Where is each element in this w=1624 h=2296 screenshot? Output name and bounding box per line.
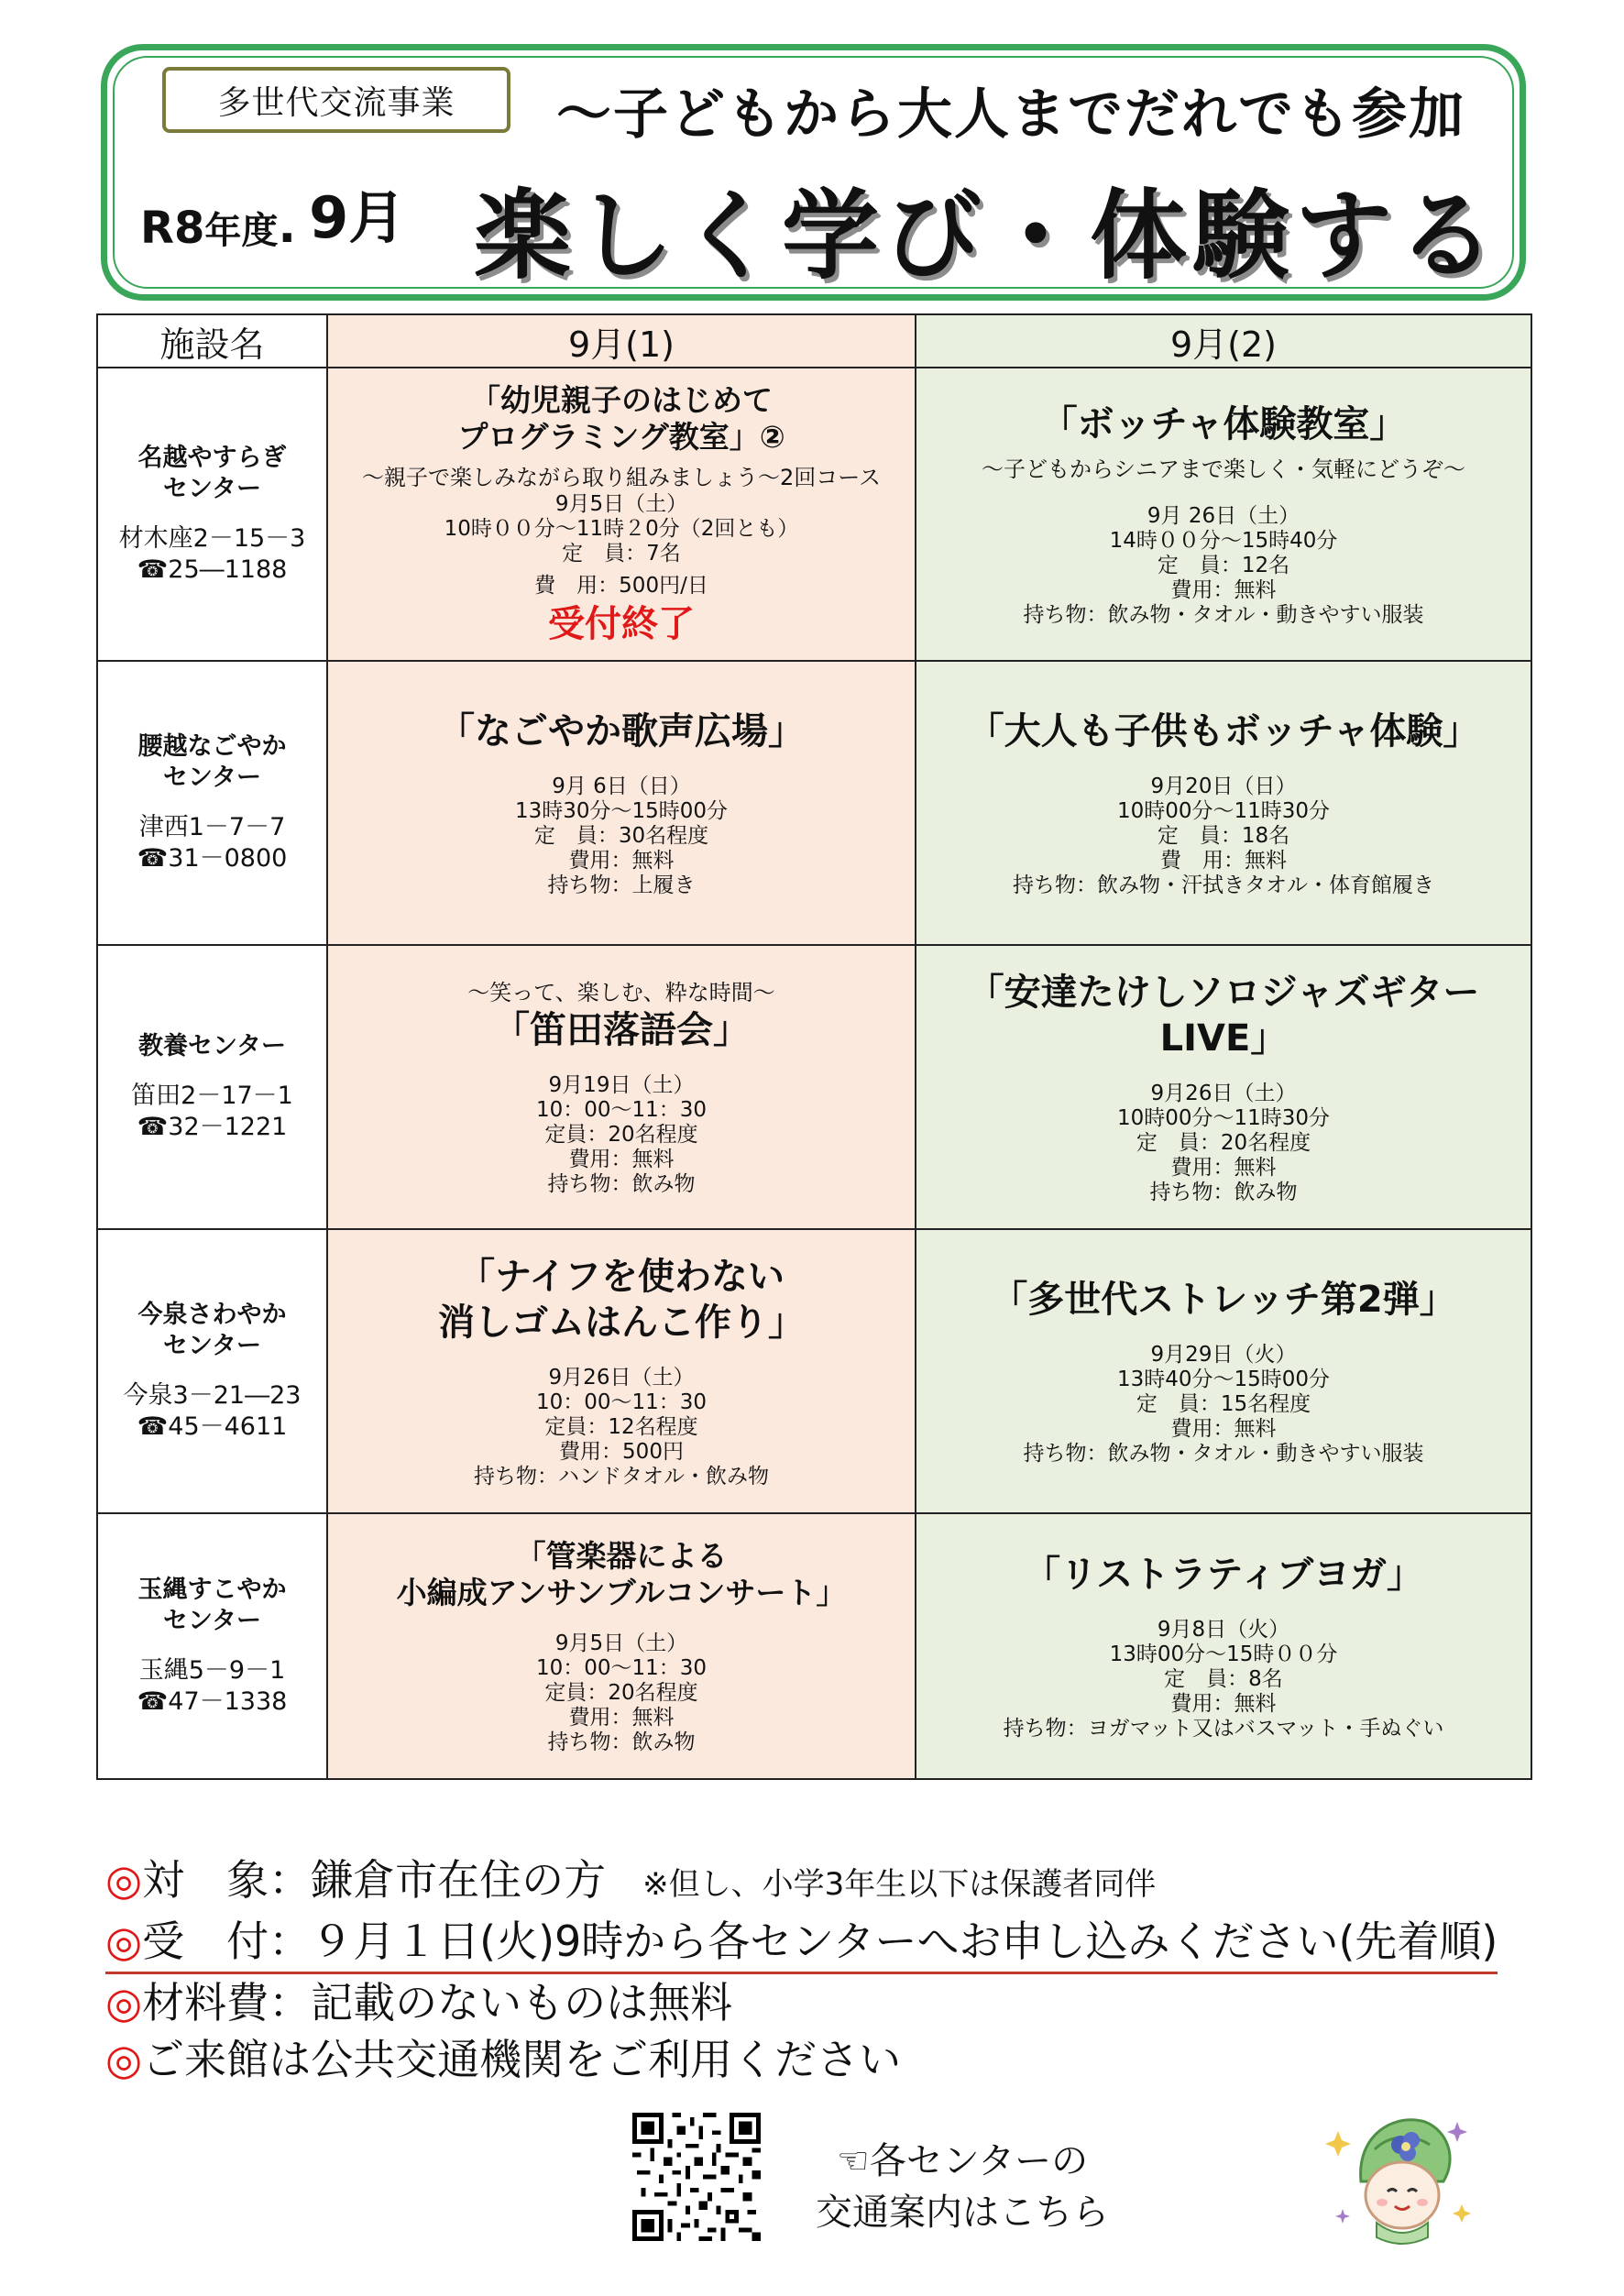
note-target-text: 対 象：鎌倉市在住の方 <box>142 1855 607 1905</box>
event-cell <box>327 368 916 661</box>
facility-phone: ☎45－4611 <box>137 1412 288 1441</box>
event-fee: 費用：無料 <box>1170 1155 1277 1180</box>
facility-phone: ☎25―1188 <box>137 555 288 584</box>
event-title: 「多世代ストレッチ第2弾」 <box>991 1278 1456 1321</box>
event-note: ～親子で楽しみながら取り組みましょう～2回コース <box>361 465 882 490</box>
event-title-2: プログラミング教室」② <box>457 419 785 455</box>
event-fee: 費用：無料 <box>568 848 675 873</box>
event-date: 9月29日（火） <box>1150 1342 1297 1367</box>
facility-cell <box>97 945 327 1229</box>
table-header-row <box>97 314 1531 368</box>
event-items: 持ち物：飲み物 <box>1149 1180 1298 1204</box>
note-target-sub: ※但し、小学3年生以下は保護者同伴 <box>642 1866 1157 1903</box>
note-reception-text: 受 付：９月１日(火)9時から各センターへお申し込みください(先着順) <box>142 1917 1498 1966</box>
event-title-2: 消しゴムはんこ作り」 <box>438 1301 805 1344</box>
event-fee: 費 用：500円/日 <box>534 574 708 598</box>
event-date: 9月19日（土） <box>548 1072 695 1097</box>
event-cell <box>327 1513 916 1779</box>
table-row <box>97 1229 1531 1513</box>
page-title: 楽しく学び・体験する <box>474 180 1500 292</box>
event-title: 「管楽器による <box>515 1537 728 1574</box>
event-time: 13時30分～15時00分 <box>514 798 729 823</box>
facility-phone: ☎32－1221 <box>137 1113 288 1141</box>
event-fee: 費用：無料 <box>1170 577 1277 602</box>
facility-name: 今泉さわやか <box>137 1301 287 1329</box>
event-note: ～子どもからシニアまで楽しく・気軽にどうぞ～ <box>982 456 1465 482</box>
table-row <box>97 661 1531 945</box>
facility-name-2: センター <box>163 1607 261 1635</box>
facility-address: 津西1－7－7 <box>138 813 286 841</box>
note-target <box>105 1851 1535 1913</box>
facility-cell <box>97 1513 327 1779</box>
year-dot: . <box>278 199 297 254</box>
facility-phone: ☎47－1338 <box>137 1687 288 1716</box>
access-line-2: 交通案内はこちら <box>816 2192 1109 2234</box>
event-capacity: 定 員：12名 <box>1157 553 1290 577</box>
event-fee: 費用：無料 <box>568 1705 675 1730</box>
event-title-2: 小編成アンサンブルコンサート」 <box>396 1574 847 1610</box>
event-fee: 費 用：無料 <box>1160 848 1287 873</box>
facility-address: 玉縄5－9－1 <box>138 1656 286 1685</box>
facility-name: 腰越なごやか <box>137 732 287 761</box>
header-month-1: 9月(1) <box>327 314 916 368</box>
event-title: 「幼児親子のはじめて <box>470 382 773 418</box>
event-items: 持ち物：ハンドタオル・飲み物 <box>474 1464 769 1489</box>
event-cell <box>916 661 1531 945</box>
note-material <box>105 1974 1535 2031</box>
facility-name: 名越やすらぎ <box>137 444 287 472</box>
qr-code-icon[interactable] <box>632 2113 761 2241</box>
facility-phone: ☎31－0800 <box>137 844 288 873</box>
event-title: 「安達たけしソロジャズギター <box>967 971 1480 1014</box>
event-cell <box>916 368 1531 661</box>
event-time: 10時00分～11時30分 <box>1116 1105 1331 1130</box>
event-title: 「ナイフを使わない <box>458 1255 785 1298</box>
access-info <box>788 2136 1136 2238</box>
event-time: 10：00～11：30 <box>535 1655 708 1680</box>
year-kanji: 年度 <box>204 210 279 252</box>
event-title: 「なごやか歌声広場」 <box>438 709 805 753</box>
event-capacity: 定 員：7名 <box>562 542 681 566</box>
event-items: 持ち物：ヨガマット又はバスマット・手ぬぐい <box>1003 1716 1444 1741</box>
event-cell <box>916 945 1531 1229</box>
facility-cell <box>97 368 327 661</box>
event-date: 9月 6日（日） <box>552 774 691 798</box>
title-banner <box>101 44 1526 301</box>
event-cell <box>327 1229 916 1513</box>
event-title: 「ボッチャ体験教室」 <box>1040 402 1407 445</box>
event-note: ～笑って、楽しむ、粋な時間～ <box>467 979 775 1005</box>
event-capacity: 定 員：8名 <box>1164 1666 1283 1691</box>
event-title: 「笛田落語会」 <box>493 1008 750 1051</box>
event-time: 10時00分～11時30分 <box>1116 798 1331 823</box>
fiscal-year-label <box>140 171 507 254</box>
facility-name: 教養センター <box>138 1032 286 1060</box>
table-row <box>97 368 1531 661</box>
event-cell <box>916 1513 1531 1779</box>
event-title-2: LIVE」 <box>1159 1016 1288 1060</box>
facility-name-2: センター <box>163 764 261 792</box>
facility-address: 笛田2－17－1 <box>131 1082 293 1110</box>
event-items: 持ち物：上履き <box>547 873 696 897</box>
event-capacity: 定 員：18名 <box>1157 823 1290 848</box>
note-material-text: 材料費：記載のないものは無料 <box>142 1978 733 2027</box>
notes-section <box>105 1851 1535 2088</box>
event-items: 持ち物：飲み物・タオル・動きやすい服装 <box>1023 1441 1424 1466</box>
facility-address: 今泉3－21―23 <box>123 1381 302 1410</box>
event-date: 9月20日（日） <box>1150 774 1297 798</box>
event-cell <box>327 945 916 1229</box>
event-capacity: 定員：12名程度 <box>544 1414 698 1439</box>
schedule-table <box>96 313 1532 1780</box>
event-fee: 費用：500円 <box>559 1439 684 1464</box>
event-date: 9月26日（土） <box>548 1365 695 1390</box>
event-date: 9月5日（土） <box>554 1631 688 1655</box>
event-fee: 費用：無料 <box>568 1147 675 1171</box>
month-label: 9月 <box>309 184 406 251</box>
event-date: 9月 26日（土） <box>1147 503 1300 528</box>
event-time: 13時00分～15時００分 <box>1109 1642 1338 1666</box>
facility-cell <box>97 1229 327 1513</box>
table-row <box>97 1513 1531 1779</box>
event-capacity: 定 員：20名程度 <box>1136 1130 1311 1155</box>
note-transport-text: ご来館は公共交通機関をご利用ください <box>142 2035 902 2084</box>
event-fee: 費用：無料 <box>1170 1416 1277 1441</box>
bullet-mark-icon: ◎ <box>105 1917 143 1966</box>
event-cell <box>916 1229 1531 1513</box>
facility-cell <box>97 661 327 945</box>
event-date: 9月8日（火） <box>1157 1617 1290 1642</box>
event-items: 持ち物：飲み物 <box>547 1730 696 1754</box>
event-items: 持ち物：飲み物 <box>547 1171 696 1196</box>
header-month-2: 9月(2) <box>916 314 1531 368</box>
facility-name-2: センター <box>163 475 261 503</box>
event-capacity: 定員：20名程度 <box>544 1680 698 1705</box>
status-badge: 受付終了 <box>548 603 695 645</box>
event-date: 9月5日（土） <box>554 492 688 516</box>
event-time: 10：00～11：30 <box>535 1390 708 1414</box>
event-items: 持ち物：飲み物・タオル・動きやすい服装 <box>1023 602 1424 627</box>
mascot-icon <box>1320 2094 1480 2255</box>
facility-address: 材木座2－15－3 <box>118 524 306 553</box>
event-capacity: 定員：20名程度 <box>544 1122 698 1147</box>
event-capacity: 定 員：30名程度 <box>533 823 709 848</box>
event-time: 10時００分～11時２0分（2回とも） <box>444 517 799 541</box>
facility-name: 玉縄すこやか <box>137 1576 287 1604</box>
bullet-mark-icon: ◎ <box>105 2035 143 2084</box>
access-line-1: ☜各センターの <box>836 2140 1089 2182</box>
header-facility: 施設名 <box>97 314 327 368</box>
table-row <box>97 945 1531 1229</box>
program-tag: 多世代交流事業 <box>162 67 510 133</box>
event-time: 14時００分～15時40分 <box>1109 528 1338 553</box>
note-transport <box>105 2031 1535 2088</box>
bullet-mark-icon: ◎ <box>105 1855 143 1905</box>
note-reception-underline <box>105 1913 1498 1974</box>
note-reception <box>105 1913 1535 1974</box>
event-title: 「リストラティブヨガ」 <box>1024 1553 1423 1596</box>
event-time: 13時40分～15時00分 <box>1116 1367 1331 1391</box>
event-cell <box>327 661 916 945</box>
bullet-mark-icon: ◎ <box>105 1978 143 2027</box>
event-time: 10：00～11：30 <box>535 1097 708 1122</box>
event-fee: 費用：無料 <box>1170 1691 1277 1716</box>
event-capacity: 定 員：15名程度 <box>1136 1391 1311 1416</box>
event-date: 9月26日（土） <box>1150 1081 1297 1105</box>
facility-name-2: センター <box>163 1332 261 1360</box>
event-title: 「大人も子供もボッチャ体験」 <box>967 709 1480 753</box>
banner-subtitle: ～子どもから大人までだれでも参加 <box>556 82 1465 147</box>
event-items: 持ち物：飲み物・汗拭きタオル・体育館履き <box>1013 873 1434 897</box>
year-era: R8 <box>140 203 205 254</box>
